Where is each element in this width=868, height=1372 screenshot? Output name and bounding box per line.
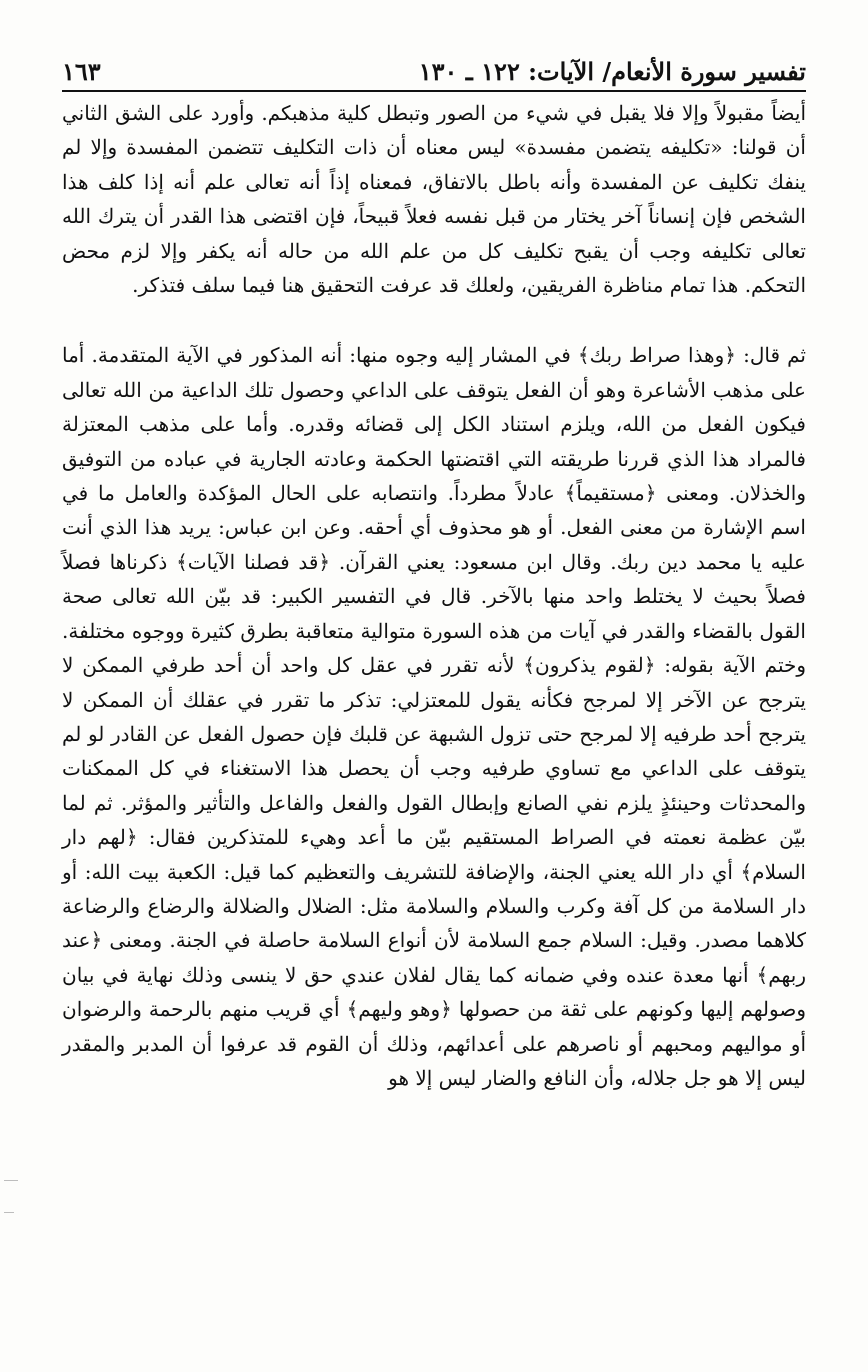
paragraph-2: ثم قال: ﴿وهذا صراط ربك﴾ في المشار إليه وجوه منها: أنه المذكور في الآية المتقدمة. أما على مذهب الأشاعرة وهو أن الفعل يتوقف على الداعي وحصول تلك الداعية من الله تعالى فيكون الفعل من الله، ويلزم استناد الكل إلى قضائه وقدره. وأما على مذهب المعتزلة فالمراد هذا الذي قررنا طريقته التي اقتضتها الحكمة وعادته الجارية في عباده من التوفيق والخذلان. ومعنى ﴿مستقيماً﴾ عادلاً مطرداً. وانتصابه على الحال المؤكدة والعامل ما في اسم الإشارة من معنى الفعل. أو هو محذوف أي أحقه. وعن ابن عباس: يريد هذا الذي أنت عليه يا محمد دين ربك. وقال ابن مسعود: يعني القرآن. ﴿قد فصلنا الآيات﴾ ذكرناها فصلاً فصلاً بحيث لا يختلط واحد منها بالآخر. قال في التفسير الكبير: قد بيّن الله تعالى صحة القول بالقضاء والقدر في آيات من هذه السورة متوالية متعاقبة بطرق كثيرة ووجوه مختلفة. وختم الآية بقوله: ﴿لقوم يذكرون﴾ لأنه تقرر في عقل كل واحد أن أحد طرفي الممكن لا يترجح عن الآخر إلا لمرجح فكأنه يقول للمعتزلي: تذكر ما تقرر في عقلك أن الممكن لا يترجح أحد طرفيه إلا لمرجح حتى تزول الشبهة عن قلبك فإن حصول الفعل عن القادر لو لم يتوقف على الداعي مع تساوي طرفيه وجب أن يحصل هذا الاستغناء في كل الممكنات والمحدثات وحينئذٍ يلزم نفي الصانع وإبطال القول والفعل والفاعل والتأثير والمؤثر. ثم لما بيّن عظمة نعمته في الصراط المستقيم بيّن ما أعد وهيء للمتذكرين فقال: ﴿لهم دار السلام﴾ أي دار الله يعني الجنة، والإضافة للتشريف والتعظيم كما قيل: الكعبة بيت الله: أو دار السلامة من كل آفة وكرب والسلام والسلامة مثل: الضلال والضلالة والرضاع والرضاعة كلاهما مصدر. وقيل: السلام جمع السلامة لأن أنواع السلامة حاصلة في الجنة. ومعنى ﴿عند ربهم﴾ أنها معدة عنده وفي ضمانه كما يقال لفلان عندي حق لا ينسى وذلك نهاية في بيان وصولهم إليها وكونهم على ثقة من حصولها ﴿وهو وليهم﴾ أي قريب منهم بالرحمة والرضوان أو مواليهم ومحبهم أو ناصرهم على أعدائهم، وذلك أن القوم قد عرفوا أن المدبر والمقدر ليس إلا هو جل جلاله، وأن النافع والضار ليس إلا هو xyxy=(62,343,807,1090)
page-number: ١٦٣ xyxy=(62,57,101,86)
page-header xyxy=(62,46,806,92)
running-title: تفسير سورة الأنعام/ الآيات: ١٢٢ ـ ١٣٠ xyxy=(418,57,806,86)
paragraph-1: أيضاً مقبولاً وإلا فلا يقبل في شيء من الصور وتبطل كلية مذهبكم. وأورد على الشق الثاني أن قولنا: «تكليفه يتضمن مفسدة» ليس معناه أن ذات التكليف تتضمن المفسدة وإلا لم ينفك تكليف عن المفسدة وأنه باطل بالاتفاق، فمعناه إذاً أنه تعالى علم أنه إذا كلف هذا الشخص فإن إنساناً آخر يختار من قبل نفسه فعلاً قبيحاً، فإن اقتضى هذا القدر أن يترك الله تعالى تكليفه وجب أن يقبح تكليف كل من علم الله من حاله أنه يكفر وإلا لزم محض التحكم. هذا تمام مناظرة الفريقين، ولعلك قد عرفت التحقيق هنا فيما سلف فتذكر. xyxy=(62,101,806,298)
gutter-mark xyxy=(4,1180,18,1181)
body-text xyxy=(62,96,806,1095)
gutter-mark xyxy=(4,1212,14,1213)
paragraph-gap xyxy=(62,302,806,338)
